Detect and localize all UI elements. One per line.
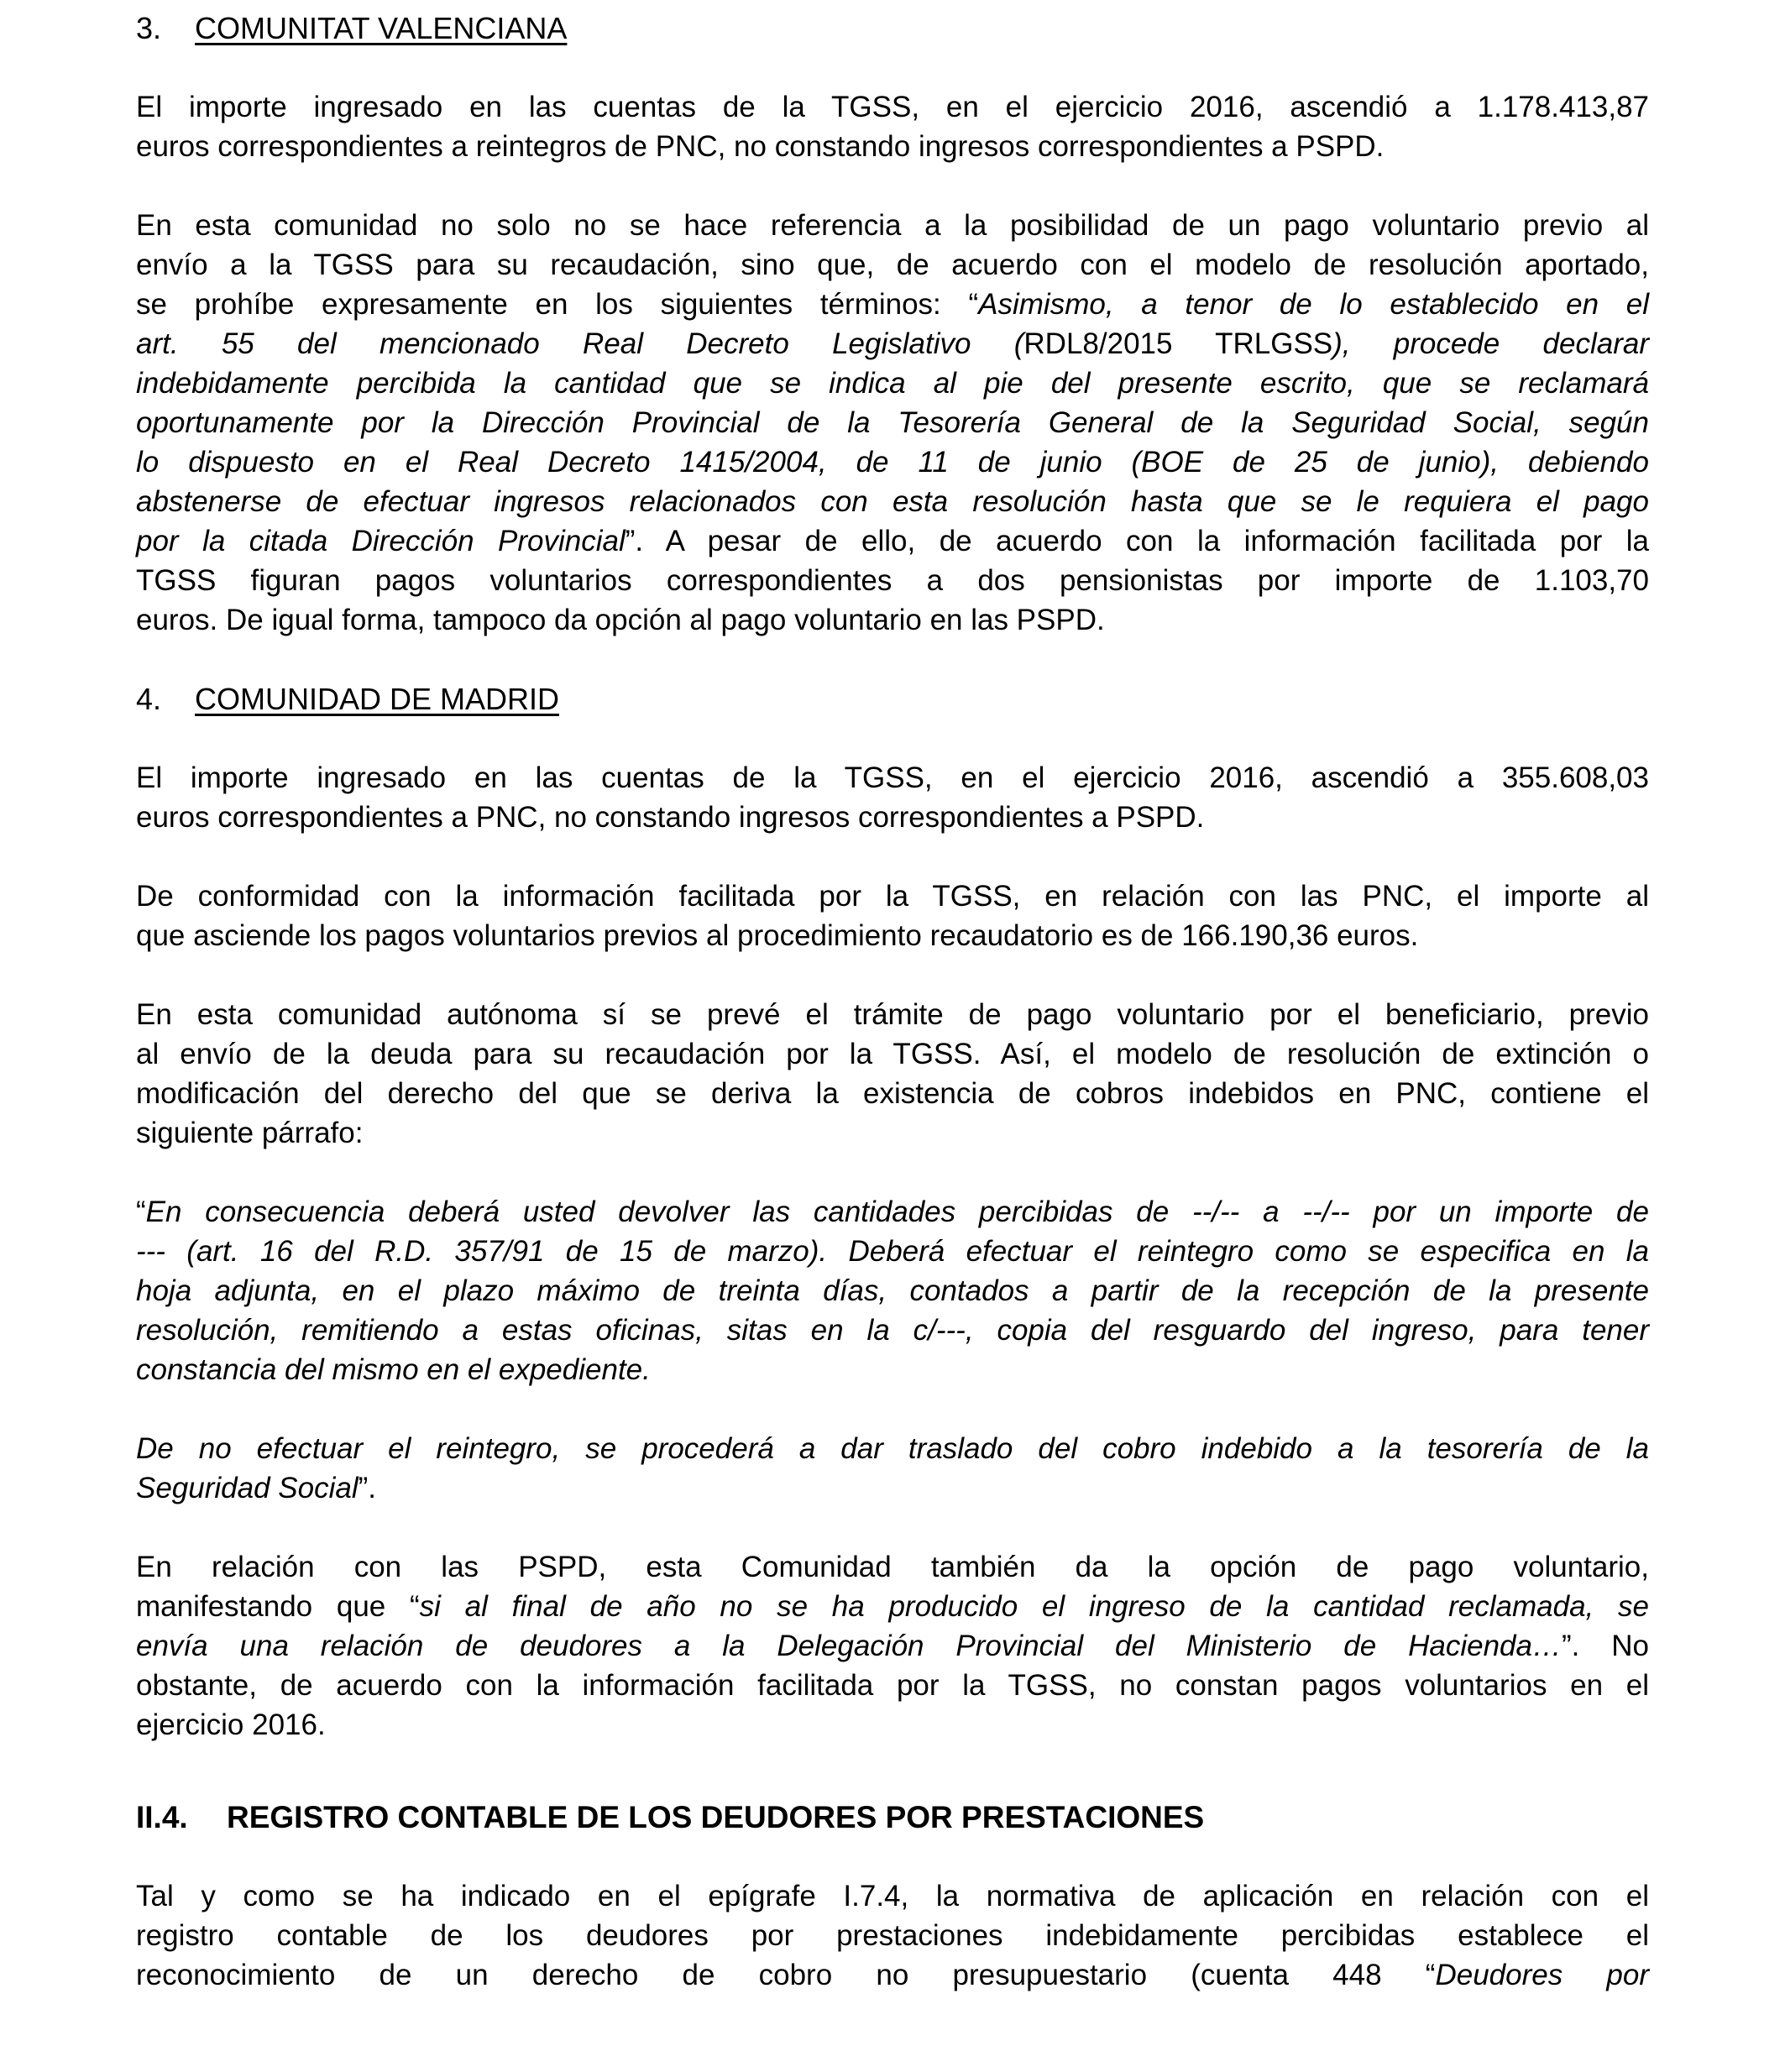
heading-number: 4. xyxy=(136,682,162,716)
text-run: El importe ingresado en las cuentas de la TGSS, en el ejercicio 2016, ascendió a 1.178.413,87 xyxy=(136,91,1649,123)
text-run: ejercicio 2016. xyxy=(136,1708,326,1741)
paragraph-line xyxy=(136,1271,1649,1311)
text-run-italic: --- (art. 16 del R.D. 357/91 de 15 de marzo). Deberá efectuar el reintegro como se especifica en la xyxy=(136,1235,1649,1268)
text-run-italic: Deudores por xyxy=(1435,1959,1649,1991)
text-run: euros. De igual forma, tampoco da opción al pago voluntario en las PSPD. xyxy=(136,604,1105,636)
paragraph-line xyxy=(136,758,1649,798)
text-run-italic: oportunamente por la Dirección Provincial de la Tesorería General de la Seguridad Social, según xyxy=(136,406,1649,439)
section-heading-4 xyxy=(136,679,1649,719)
para-valenciana-detalle xyxy=(136,206,1649,640)
para-madrid-cita-reintegro xyxy=(136,1429,1649,1508)
text-run-italic: constancia del mismo en el expediente. xyxy=(136,1353,651,1386)
text-run: reconocimiento de un derecho de cobro no presupuestario (cuenta 448 “ xyxy=(136,1959,1436,1991)
text-run: TGSS figuran pagos voluntarios correspondientes a dos pensionistas por importe de 1.103,70 xyxy=(136,564,1649,597)
para-madrid-importe xyxy=(136,758,1649,837)
text-run-italic: De no efectuar el reintegro, se procederá a dar traslado del cobro indebido a la tesorería de la xyxy=(136,1432,1649,1465)
text-run-italic: hoja adjunta, en el plazo máximo de treinta días, contados a partir de la recepción de la presente xyxy=(136,1274,1649,1307)
paragraph-line xyxy=(136,87,1649,127)
heading-number: II.4. xyxy=(136,1800,188,1834)
text-run: manifestando que “ xyxy=(136,1590,420,1623)
text-run-italic: por la citada Dirección Provincial xyxy=(136,525,626,557)
paragraph-line xyxy=(136,1626,1649,1666)
text-run-italic: envía una relación de deudores a la Delegación Provincial del Ministerio de Hacienda… xyxy=(136,1630,1562,1662)
paragraph-line xyxy=(136,876,1649,916)
paragraph-line xyxy=(136,482,1649,521)
paragraph-line xyxy=(136,600,1649,640)
text-run: ”. xyxy=(358,1472,377,1504)
text-run: RDL8/2015 TRLGSS xyxy=(1023,327,1333,360)
text-run: obstante, de acuerdo con la información facilitada por la TGSS, no constan pagos voluntarios en el xyxy=(136,1669,1649,1702)
paragraph-line xyxy=(136,206,1649,245)
section-heading-ii4 xyxy=(136,1797,1649,1837)
heading-title: COMUNITAT VALENCIANA xyxy=(195,11,568,45)
para-valenciana-importe xyxy=(136,87,1649,166)
text-run: euros correspondientes a reintegros de PNC, no constando ingresos correspondientes a PSPD. xyxy=(136,130,1385,163)
paragraph-line xyxy=(136,403,1649,442)
heading-title: REGISTRO CONTABLE DE LOS DEUDORES POR PRESTACIONES xyxy=(227,1800,1205,1834)
text-run: De conformidad con la información facilitada por la TGSS, en relación con las PNC, el importe al xyxy=(136,880,1649,913)
paragraph-line xyxy=(136,1034,1649,1074)
paragraph-line xyxy=(136,521,1649,561)
paragraph-line xyxy=(136,442,1649,482)
paragraph-line xyxy=(136,285,1649,324)
text-run: Tal y como se ha indicado en el epígrafe I.7.4, la normativa de aplicación en relación con el xyxy=(136,1880,1649,1912)
paragraph-line xyxy=(136,1192,1649,1232)
para-madrid-pspd xyxy=(136,1547,1649,1745)
text-run-italic: En consecuencia deberá usted devolver las cantidades percibidas de --/-- a --/-- por un importe de xyxy=(145,1196,1649,1228)
paragraph-line xyxy=(136,324,1649,364)
paragraph-line xyxy=(136,1876,1649,1916)
paragraph-line xyxy=(136,1232,1649,1271)
text-run: El importe ingresado en las cuentas de la TGSS, en el ejercicio 2016, ascendió a 355.608,03 xyxy=(136,761,1649,794)
para-madrid-tramite xyxy=(136,995,1649,1153)
paragraph-line xyxy=(136,1666,1649,1705)
text-run: En esta comunidad autónoma sí se prevé el trámite de pago voluntario por el beneficiario, previo xyxy=(136,998,1649,1031)
paragraph-line xyxy=(136,127,1649,166)
para-registro-contable xyxy=(136,1876,1649,1995)
text-run: que asciende los pagos voluntarios previos al procedimiento recaudatorio es de 166.190,36 euros. xyxy=(136,919,1419,952)
text-run-italic: lo dispuesto en el Real Decreto 1415/2004, de 11 de junio (BOE de 25 de junio), debiendo xyxy=(136,446,1649,479)
paragraph-line xyxy=(136,1916,1649,1955)
paragraph-line xyxy=(136,1955,1649,1995)
text-run-italic: art. 55 del mencionado Real Decreto Legislativo ( xyxy=(136,327,1024,360)
heading-number: 3. xyxy=(136,11,162,45)
paragraph-line xyxy=(136,561,1649,600)
text-run: registro contable de los deudores por prestaciones indebidamente percibidas establece el xyxy=(136,1919,1649,1952)
paragraph-line xyxy=(136,798,1649,837)
text-run: En relación con las PSPD, esta Comunidad también da la opción de pago voluntario, xyxy=(136,1551,1649,1583)
text-run: En esta comunidad no solo no se hace referencia a la posibilidad de un pago voluntario previo al xyxy=(136,209,1649,242)
paragraph-line xyxy=(136,916,1649,955)
paragraph-line xyxy=(136,364,1649,403)
para-madrid-cita-resolucion xyxy=(136,1192,1649,1389)
text-run: ”. No xyxy=(1561,1630,1649,1662)
document-content xyxy=(136,8,1649,1995)
paragraph-line xyxy=(136,1350,1649,1389)
text-run-italic: si al final de año no se ha producido el ingreso de la cantidad reclamada, se xyxy=(419,1590,1649,1623)
text-run-italic: Seguridad Social xyxy=(136,1472,359,1504)
text-run-italic: resolución, remitiendo a estas oficinas, sitas en la c/---, copia del resguardo del ingreso, para tener xyxy=(136,1314,1649,1347)
paragraph-line xyxy=(136,1074,1649,1113)
paragraph-line xyxy=(136,1311,1649,1350)
heading-title: COMUNIDAD DE MADRID xyxy=(195,682,560,716)
text-run: modificación del derecho del que se deriva la existencia de cobros indebidos en PNC, contiene el xyxy=(136,1077,1649,1110)
paragraph-line xyxy=(136,1429,1649,1468)
text-run: euros correspondientes a PNC, no constando ingresos correspondientes a PSPD. xyxy=(136,801,1205,834)
paragraph-line xyxy=(136,1113,1649,1153)
paragraph-line xyxy=(136,1705,1649,1745)
text-run: ”. A pesar de ello, de acuerdo con la información facilitada por la xyxy=(625,525,1649,557)
section-heading-3 xyxy=(136,8,1649,48)
text-run: “ xyxy=(136,1196,146,1228)
paragraph-line xyxy=(136,995,1649,1034)
text-run: se prohíbe expresamente en los siguientes términos: “ xyxy=(136,288,979,321)
para-madrid-pagos-voluntarios xyxy=(136,876,1649,955)
text-run: siguiente párrafo: xyxy=(136,1117,364,1149)
paragraph-line xyxy=(136,1468,1649,1508)
text-run: envío a la TGSS para su recaudación, sino que, de acuerdo con el modelo de resolución aportado, xyxy=(136,249,1649,281)
paragraph-line xyxy=(136,1547,1649,1587)
text-run-italic: Asimismo, a tenor de lo establecido en el xyxy=(978,288,1649,321)
paragraph-line xyxy=(136,1587,1649,1626)
text-run-italic: ), procede declarar xyxy=(1332,327,1649,360)
paragraph-line xyxy=(136,245,1649,285)
text-run-italic: abstenerse de efectuar ingresos relacionados con esta resolución hasta que se le requiera el pago xyxy=(136,485,1649,518)
text-run: al envío de la deuda para su recaudación por la TGSS. Así, el modelo de resolución de extinción o xyxy=(136,1038,1649,1070)
text-run-italic: indebidamente percibida la cantidad que se indica al pie del presente escrito, que se reclamará xyxy=(136,367,1649,400)
